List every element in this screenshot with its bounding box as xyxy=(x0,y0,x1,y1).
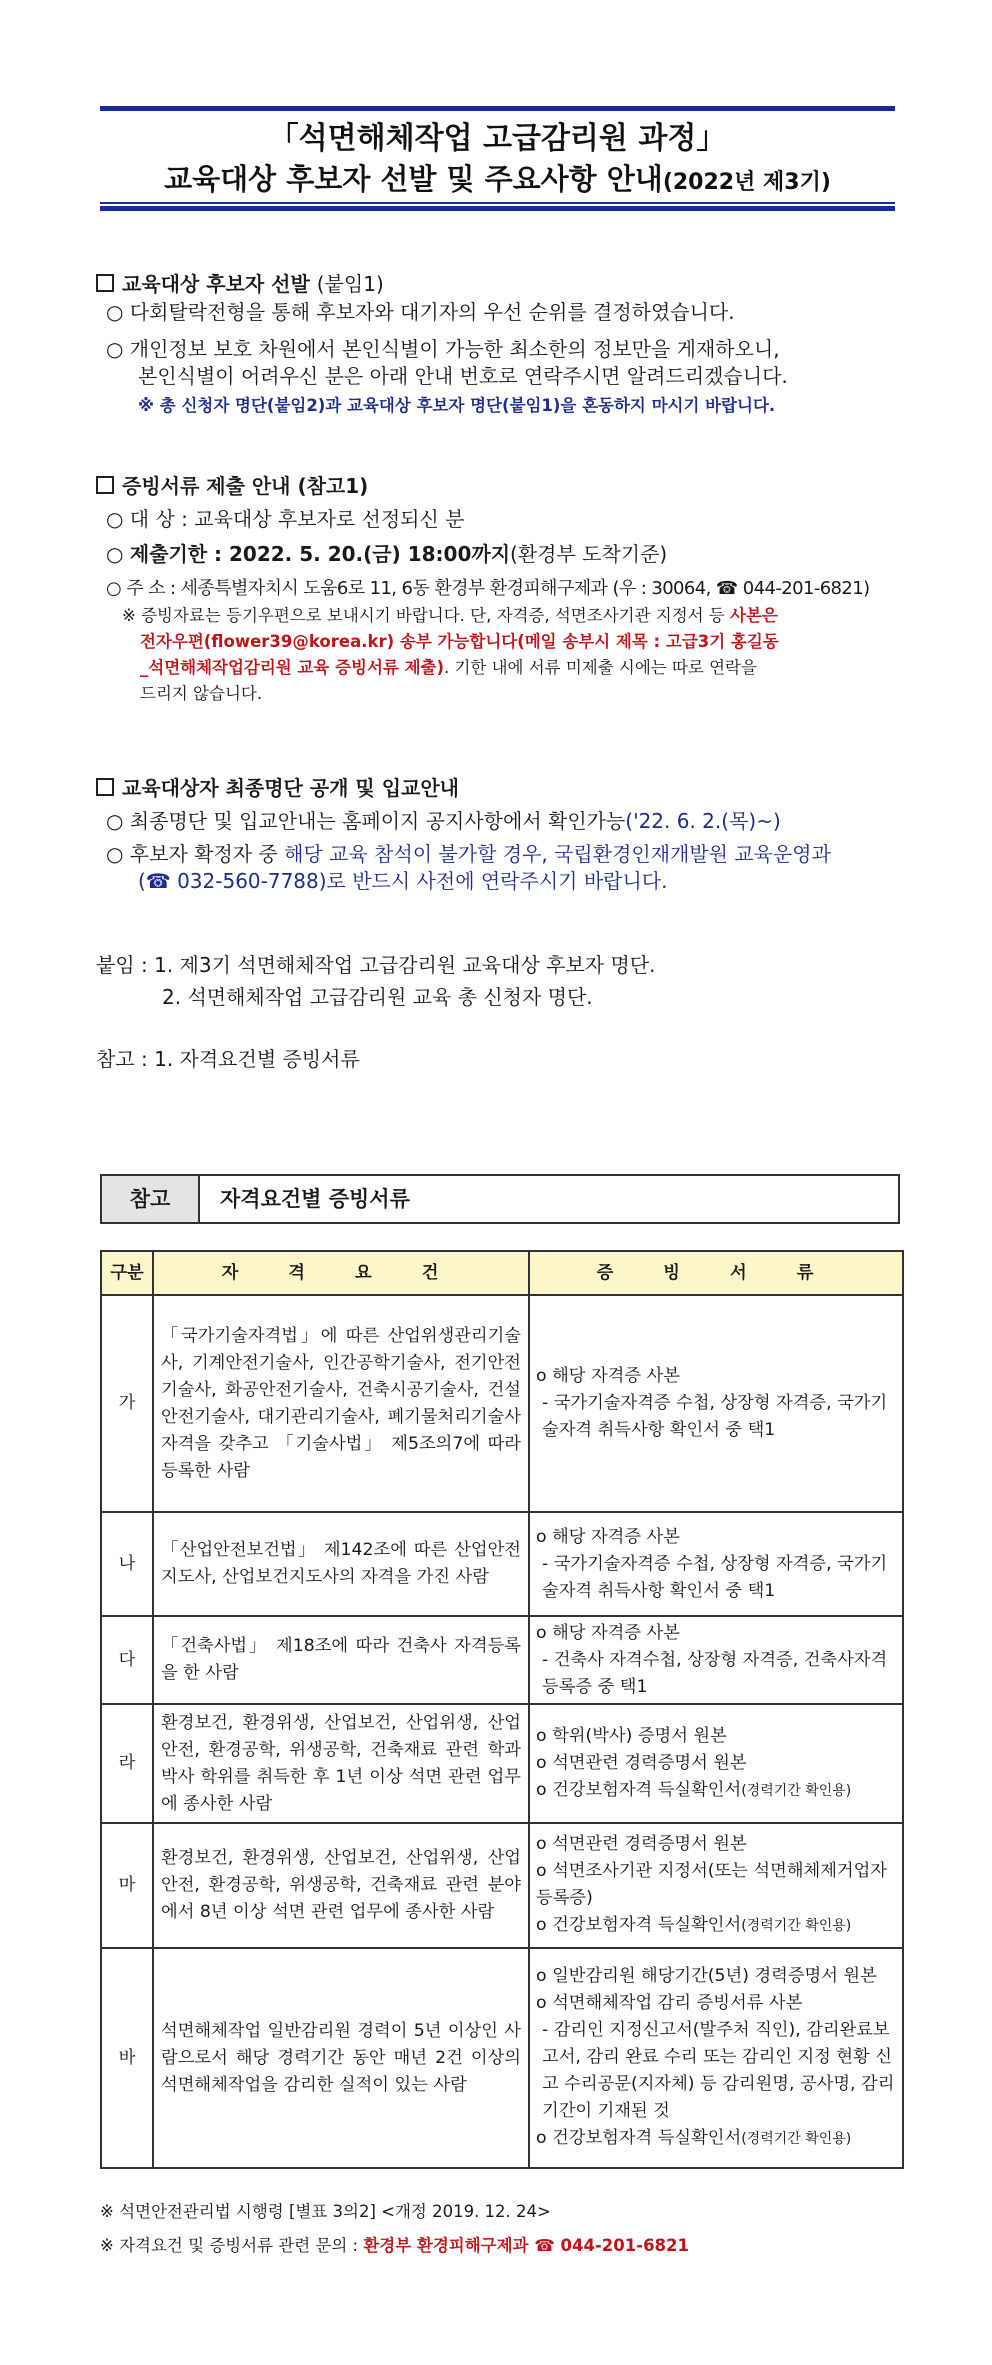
document-title-line2 xyxy=(100,157,895,198)
document-item: o 건강보험자격 득실확인서(경력기간 확인용) xyxy=(536,2128,852,2148)
section1-warning: ※ 총 신청자 명단(붙임2)과 교육대상 후보자 명단(붙임1)을 혼동하지 마시기 바랍니다. xyxy=(138,396,776,415)
row-code: 다 xyxy=(101,1616,153,1704)
section1-item2-line2: 본인식별이 어려우신 분은 아래 안내 번호로 연락주시면 알려드리겠습니다. xyxy=(138,364,788,388)
row-documents xyxy=(529,1616,903,1704)
row-requirement: 환경보건, 환경위생, 산업보건, 산업위생, 산업안전, 환경공학, 위생공학, 건축재료 관련 학과 박사 학위를 취득한 후 1년 이상 석면 관련 업무에 종사한 사람 xyxy=(153,1704,529,1823)
row-requirement: 「국가기술자격법」에 따른 산업위생관리기술사, 기계안전기술사, 인간공학기술사, 전기안전기술사, 화공안전기술사, 건축시공기술사, 건설안전기술사, 대기관리기술사, 폐기물처리기술사 자격을 갖추고 「기술사법」 제5조의7에 따라 등록한 사람 xyxy=(153,1295,529,1512)
row-code: 라 xyxy=(101,1704,153,1823)
document-item: o 석면관련 경력증명서 원본 xyxy=(536,1834,747,1854)
title-cohort: (2022년 제3기) xyxy=(662,170,831,195)
footnote-law: ※ 석면안전관리법 시행령 [별표 3의2] <개정 2019. 12. 24> xyxy=(100,2202,551,2221)
document-item: o 해당 자격증 사본 xyxy=(536,1526,680,1547)
section2-deadline: ○ 제출기한 : 2022. 5. 20.(금) 18:00까지(환경부 도착기준) xyxy=(106,542,668,566)
requirements-table xyxy=(100,1250,904,2169)
row-requirement: 「건축사법」 제18조에 따라 건축사 자격등록을 한 사람 xyxy=(153,1616,529,1704)
row-documents xyxy=(529,1948,903,2168)
section-document-submission: 증빙서류 제출 안내 (참고1) xyxy=(96,470,368,499)
reference-item1: 참고 : 1. 자격요건별 증빙서류 xyxy=(96,1047,360,1071)
header-documents: 증 빙 서 류 xyxy=(529,1251,903,1295)
attachments-item2: 2. 석면해체작업 고급감리원 교육 총 신청자 명단. xyxy=(162,985,593,1009)
row-requirement: 석면해체작업 일반감리원 경력이 5년 이상인 사람으로서 해당 경력기간 동안 매년 2건 이상의 석면해체작업을 감리한 실적이 있는 사람 xyxy=(153,1948,529,2168)
row-documents xyxy=(529,1823,903,1948)
row-requirement: 「산업안전보건법」 제142조에 따른 산업안전지도사, 산업보건지도사의 자격을 가진 사람 xyxy=(153,1512,529,1616)
reference-tag: 참고 xyxy=(102,1176,200,1222)
section2-note-line4: 드리지 않습니다. xyxy=(140,684,263,703)
document-item: o 석면관련 경력증명서 원본 xyxy=(536,1752,747,1773)
section-candidate-selection: 교육대상 후보자 선발 (붙임1) xyxy=(96,268,384,297)
document-item: - 국가기술자격증 수첩, 상장형 자격증, 국가기술자격 취득사항 확인서 중 택1 xyxy=(542,1393,888,1440)
row-requirement: 환경보건, 환경위생, 산업보건, 산업위생, 산업안전, 환경공학, 위생공학, 건축재료 관련 분야에서 8년 이상 석면 관련 업무에 종사한 사람 xyxy=(153,1823,529,1948)
section-final-list-notice: 교육대상자 최종명단 공개 및 입교안내 xyxy=(96,772,459,801)
table-row xyxy=(101,1512,903,1616)
document-item: o 해당 자격증 사본 xyxy=(536,1366,680,1386)
checkbox-square-icon xyxy=(96,476,114,494)
document-item: - 건축사 자격수첩, 상장형 자격증, 건축사자격 등록증 중 택1 xyxy=(542,1649,888,1697)
section3-item2-line2: (☎ 032-560-7788)로 반드시 사전에 연락주시기 바랍니다. xyxy=(138,869,668,893)
table-row xyxy=(101,1704,903,1823)
section1-item2-line1: ○ 개인정보 보호 차원에서 본인식별이 가능한 최소한의 정보만을 게재하오니, xyxy=(106,337,780,361)
table-row xyxy=(101,1823,903,1948)
title-bottom-rule-thick xyxy=(100,206,895,211)
attachments-item1: 붙임 : 1. 제3기 석면해체작업 고급감리원 교육대상 후보자 명단. xyxy=(96,953,656,977)
document-item: o 학위(박사) 증명서 원본 xyxy=(536,1725,727,1746)
document-item: - 국가기술자격증 수첩, 상장형 자격증, 국가기술자격 취득사항 확인서 중 택1 xyxy=(542,1553,888,1601)
row-code: 나 xyxy=(101,1512,153,1616)
document-item: o 건강보험자격 득실확인서(경력기간 확인용) xyxy=(536,1779,852,1800)
table-row xyxy=(101,1616,903,1704)
row-code: 바 xyxy=(101,1948,153,2168)
section1-item1: ○ 다회탈락전형을 통해 후보자와 대기자의 우선 순위를 결정하였습니다. xyxy=(106,300,735,324)
header-requirement: 자 격 요 건 xyxy=(153,1251,529,1295)
document-item: - 감리인 지정신고서(발주처 직인), 감리완료보고서, 감리 완료 수리 또는 감리인 지정 현황 신고 수리공문(지자체) 등 감리원명, 공사명, 감리 기간이 기재된 것 xyxy=(542,2020,895,2121)
section2-address: ○ 주 소 : 세종특별자치시 도움6로 11, 6동 환경부 환경피해구제과 (우 : 30064, ☎ 044-201-6821) xyxy=(106,578,870,599)
reference-title: 자격요건별 증빙서류 xyxy=(220,1187,410,1211)
section2-note-line2: 전자우편(flower39@korea.kr) 송부 가능합니다(메일 송부시 제목 : 고급3기 홍길동 xyxy=(140,632,779,651)
row-documents xyxy=(529,1295,903,1512)
checkbox-square-icon xyxy=(96,778,114,796)
table-header-row xyxy=(101,1251,903,1295)
row-code: 마 xyxy=(101,1823,153,1948)
document-item: o 건강보험자격 득실확인서(경력기간 확인용) xyxy=(536,1915,852,1935)
footnote-contact: ※ 자격요건 및 증빙서류 관련 문의 : 환경부 환경피해구제과 ☎ 044-201-6821 xyxy=(100,2236,689,2255)
reference-header-box xyxy=(100,1174,900,1224)
header-category: 구분 xyxy=(101,1251,153,1295)
row-code: 가 xyxy=(101,1295,153,1512)
document-item: o 석면해체작업 감리 증빙서류 사본 xyxy=(536,1993,803,2013)
document-item: o 해당 자격증 사본 xyxy=(536,1622,680,1643)
table-row xyxy=(101,1295,903,1512)
title-main: 교육대상 후보자 선발 및 주요사항 안내 xyxy=(164,162,663,196)
row-documents xyxy=(529,1704,903,1823)
checkbox-square-icon xyxy=(96,274,114,292)
section3-item2-line1: ○ 후보자 확정자 중 해당 교육 참석이 불가할 경우, 국립환경인재개발원 교육운영과 xyxy=(106,842,831,866)
table-row xyxy=(101,1948,903,2168)
row-documents xyxy=(529,1512,903,1616)
top-border-rule xyxy=(100,106,895,111)
title-bottom-rule-thin xyxy=(100,202,895,204)
section2-note-line3: _석면해체작업감리원 교육 증빙서류 제출). 기한 내에 서류 미제출 시에는 따로 연락을 xyxy=(140,658,757,677)
section2-note-line1: ※ 증빙자료는 등기우편으로 보내시기 바랍니다. 단, 자격증, 석면조사기관 지정서 등 사본은 xyxy=(122,606,778,625)
document-title-line1: 「석면해체작업 고급감리원 과정」 xyxy=(268,121,727,156)
section2-target: ○ 대 상 : 교육대상 후보자로 선정되신 분 xyxy=(106,507,465,531)
document-item: o 석면조사기관 지정서(또는 석면해체제거업자 등록증) xyxy=(536,1861,887,1908)
section3-item1: ○ 최종명단 및 입교안내는 홈페이지 공지사항에서 확인가능('22. 6. 2.(목)~) xyxy=(106,809,781,833)
document-item: o 일반감리원 해당기간(5년) 경력증명서 원본 xyxy=(536,1966,877,1986)
